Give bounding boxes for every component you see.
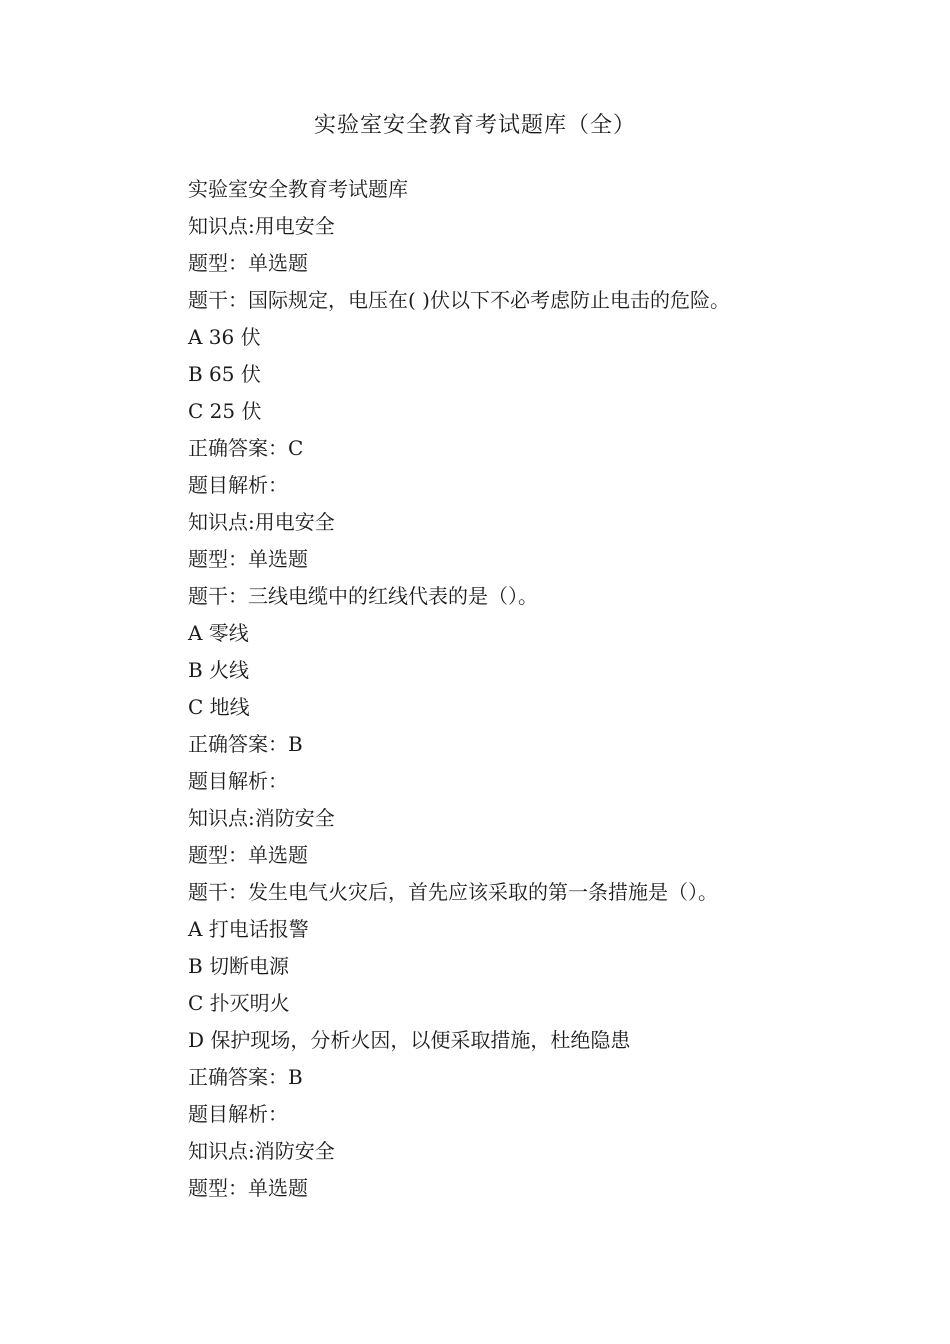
document-body <box>188 171 888 1207</box>
question-type: 题型：单选题 <box>188 251 308 275</box>
line-heading: 实验室安全教育考试题库 <box>188 177 408 201</box>
knowledge-point: 知识点:用电安全 <box>188 214 335 238</box>
question-stem: 题干：国际规定，电压在( )伏以下不必考虑防止电击的危险。 <box>188 288 730 312</box>
option: C 25 伏 <box>188 399 262 423</box>
option: B 火线 <box>188 658 250 682</box>
correct-answer: 正确答案：C <box>188 436 304 460</box>
answer-explanation: 题目解析： <box>188 1102 288 1126</box>
answer-explanation: 题目解析： <box>188 473 288 497</box>
question-stem: 题干：三线电缆中的红线代表的是（）。 <box>188 584 538 608</box>
option: A 打电话报警 <box>188 917 309 941</box>
question-type: 题型：单选题 <box>188 547 308 571</box>
knowledge-point: 知识点:消防安全 <box>188 1139 335 1163</box>
option: C 扑灭明火 <box>188 991 290 1015</box>
document-title: 实验室安全教育考试题库（全） <box>313 113 636 138</box>
knowledge-point: 知识点:用电安全 <box>188 510 335 534</box>
correct-answer: 正确答案：B <box>188 1065 303 1089</box>
question-stem: 题干：发生电气火灾后，首先应该采取的第一条措施是（）。 <box>188 880 718 904</box>
option: B 65 伏 <box>188 362 261 386</box>
option: D 保护现场，分析火因，以便采取措施，杜绝隐患 <box>188 1028 631 1052</box>
correct-answer: 正确答案：B <box>188 732 303 756</box>
option: C 地线 <box>188 695 250 719</box>
option: A 36 伏 <box>188 325 261 349</box>
knowledge-point: 知识点:消防安全 <box>188 806 335 830</box>
answer-explanation: 题目解析： <box>188 769 288 793</box>
option: A 零线 <box>188 621 249 645</box>
question-type: 题型：单选题 <box>188 1176 308 1200</box>
option: B 切断电源 <box>188 954 290 978</box>
question-type: 题型：单选题 <box>188 843 308 867</box>
